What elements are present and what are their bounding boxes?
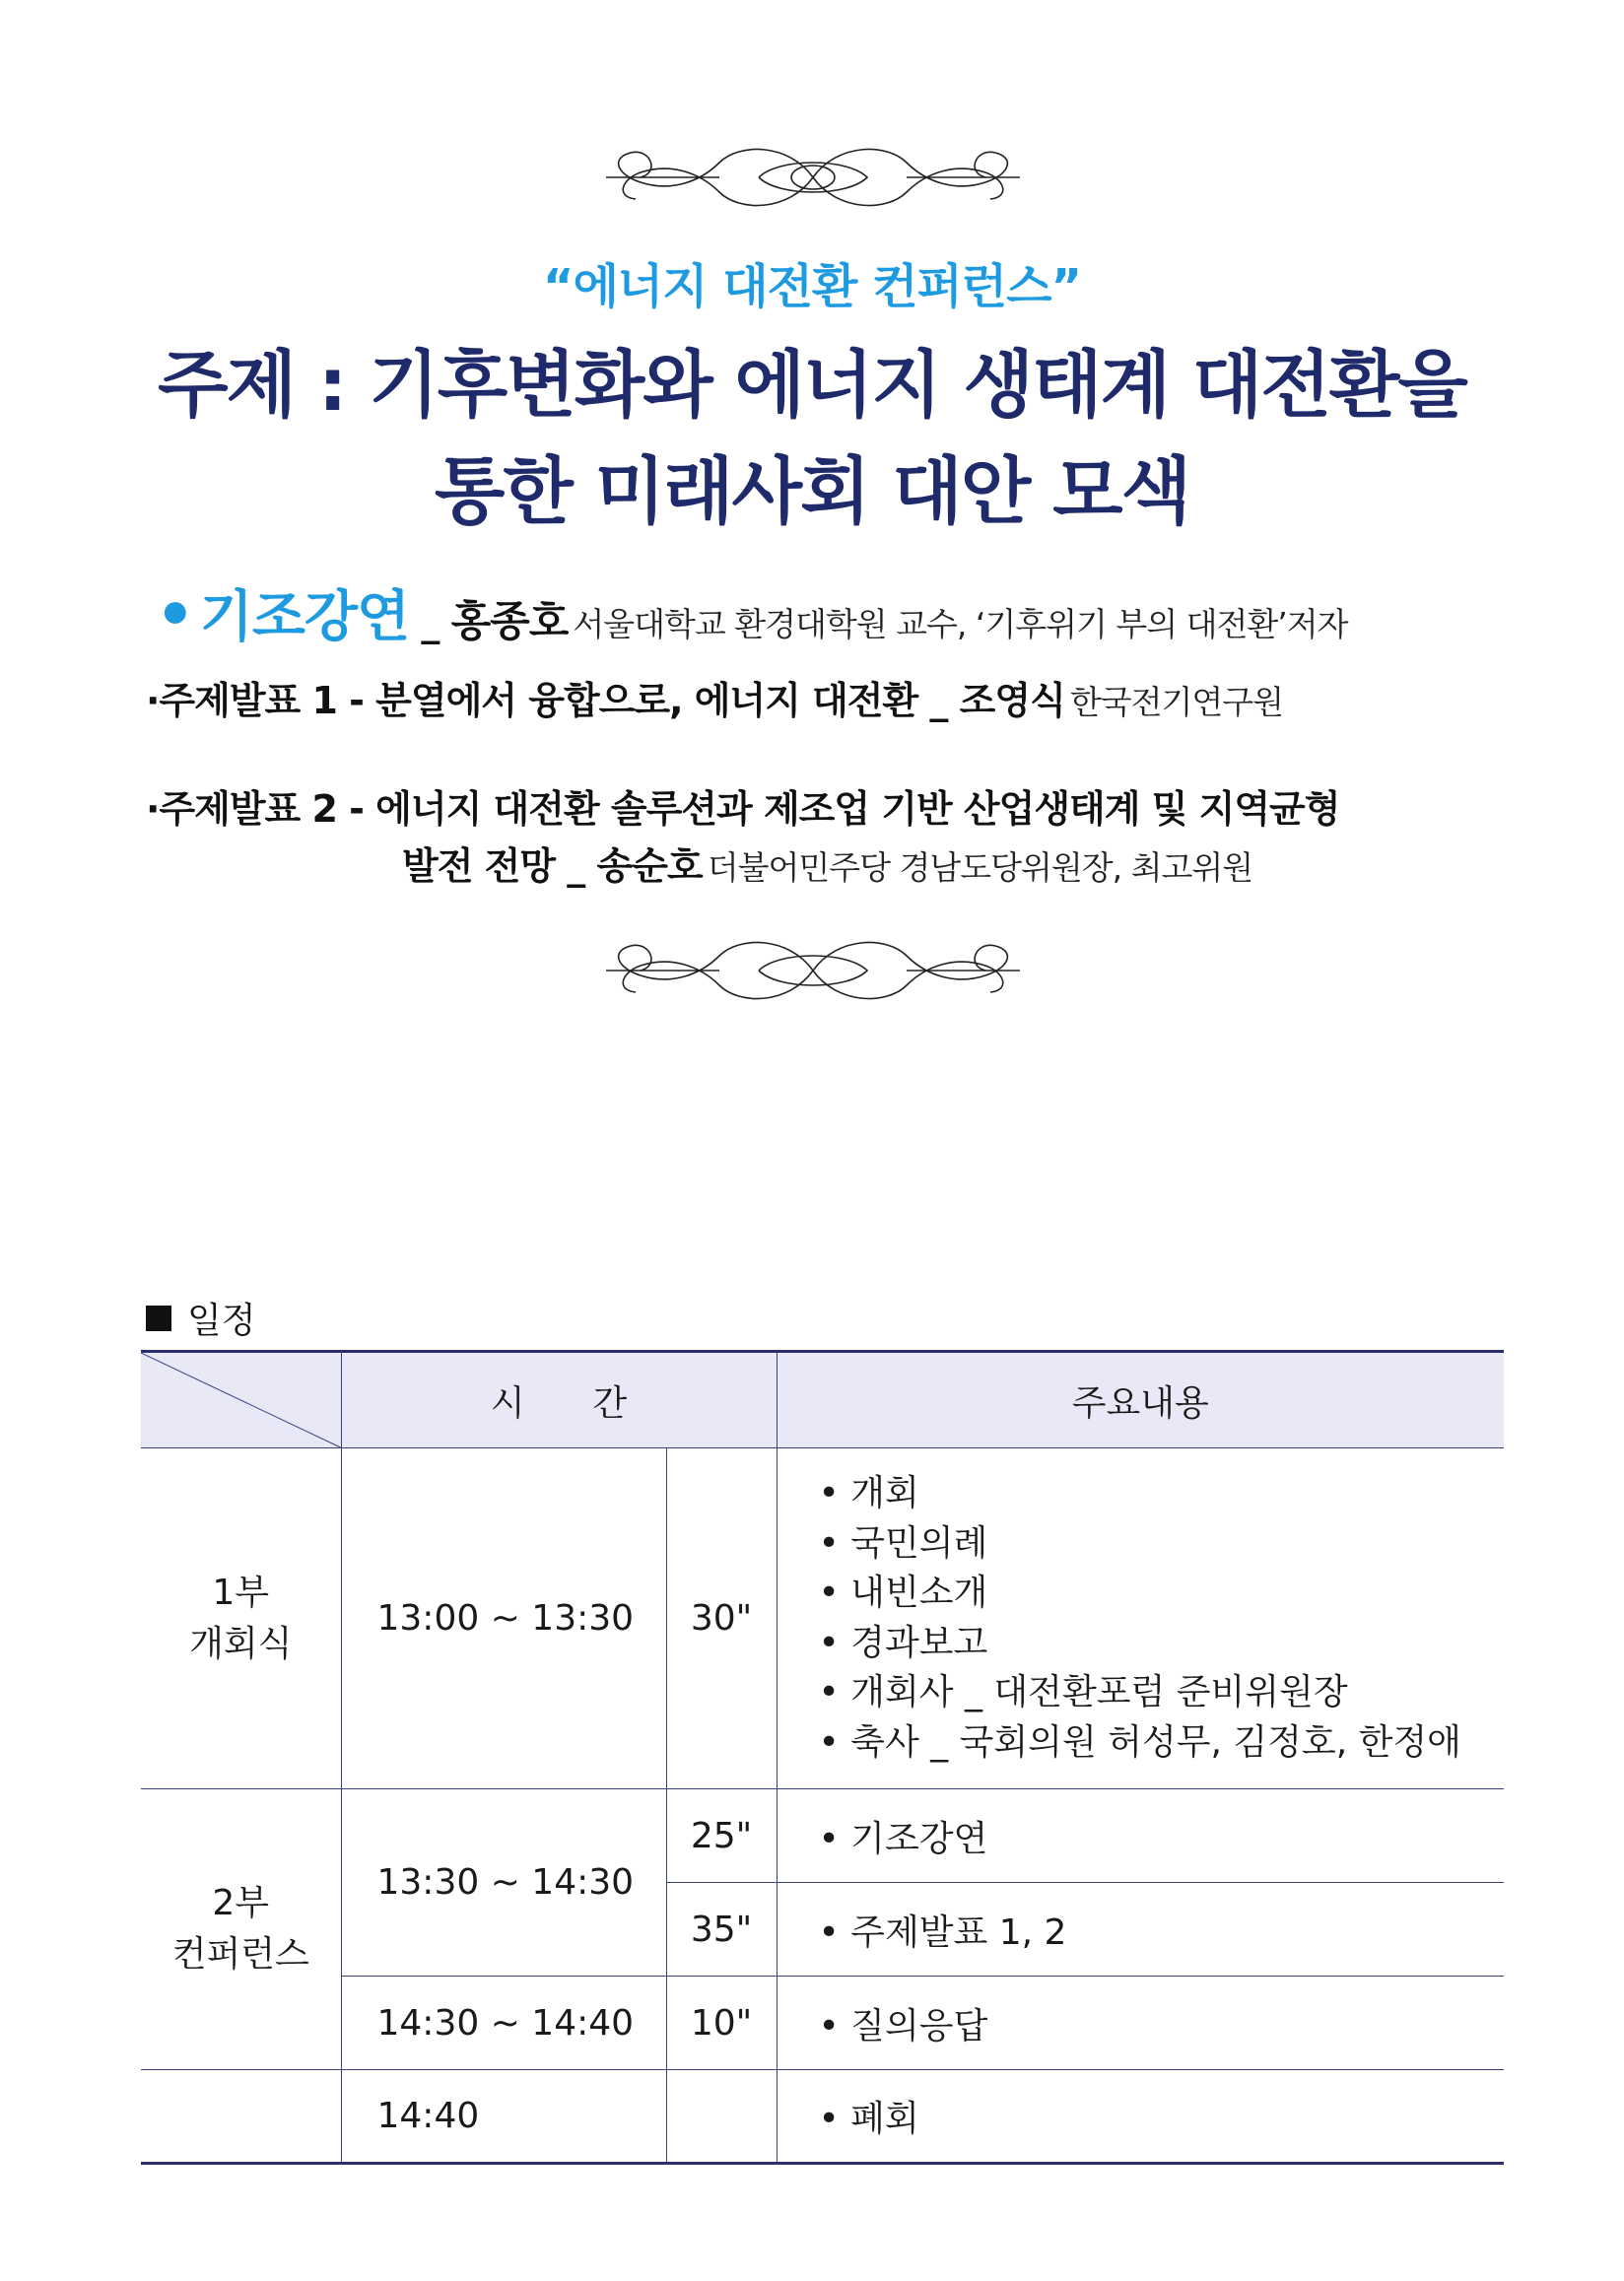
table-row — [141, 1448, 1504, 1789]
close-item: • 폐회 — [777, 2070, 1504, 2164]
talk2-line2 — [402, 836, 1252, 890]
table-row — [141, 1977, 1504, 2070]
list-item: • 경과보고 — [818, 1622, 988, 1663]
part2-cell — [141, 1789, 341, 2070]
title-line-2: 통한 미래사회 대안 모색 — [434, 449, 1190, 534]
part1-items — [777, 1448, 1504, 1789]
part1-cell — [141, 1448, 341, 1789]
talk2-heading: ·주제발표 2 - 에너지 대전환 솔루션과 제조업 기반 산업생태계 및 지역균형 — [146, 787, 1340, 831]
square-bullet-icon — [146, 1306, 171, 1331]
part2-duration-b: 35" — [666, 1883, 777, 1977]
part1-time: 13:00 ~ 13:30 — [341, 1448, 666, 1789]
talk2-heading-cont: 발전 전망 _ 송순호 — [402, 844, 703, 888]
header-time: 시 간 — [341, 1352, 777, 1448]
table-row — [141, 1789, 1504, 1883]
close-time: 14:40 — [341, 2070, 666, 2164]
part2-item-a: • 기조강연 — [777, 1789, 1504, 1883]
qa-duration: 10" — [666, 1977, 777, 2070]
header-content: 주요내용 — [777, 1352, 1504, 1448]
top-ornament — [601, 138, 1025, 217]
part2-item-b: • 주제발표 1, 2 — [777, 1883, 1504, 1977]
qa-item: • 질의응답 — [777, 1977, 1504, 2070]
list-item: • 국민의례 — [818, 1522, 988, 1564]
diagonal-line-icon — [141, 1353, 341, 1447]
part1-duration: 30" — [666, 1448, 777, 1789]
bottom-ornament — [601, 931, 1025, 1010]
keynote-line — [156, 573, 1348, 652]
close-part-cell — [141, 2070, 341, 2164]
keynote-bullet: • — [156, 578, 195, 650]
part2-label: 2부 — [212, 1883, 270, 1923]
part2-duration-a: 25" — [666, 1789, 777, 1883]
talk1-line — [146, 670, 1283, 724]
schedule-table — [141, 1350, 1504, 2165]
keynote-desc: 서울대학교 환경대학원 교수, ‘기후위기 부의 대전환’저자 — [573, 605, 1348, 643]
talk2-desc: 더불어민주당 경남도당위원장, 최고위원 — [707, 848, 1253, 887]
conference-subtitle: “에너지 대전환 컨퍼런스” — [542, 259, 1082, 314]
list-item: • 축사 _ 국회의원 허성무, 김정호, 한정애 — [818, 1721, 1461, 1763]
close-duration — [666, 2070, 777, 2164]
part1-name: 개회식 — [189, 1623, 293, 1664]
list-item: • 내빈소개 — [818, 1573, 988, 1613]
talk1-desc: 한국전기연구원 — [1069, 683, 1284, 721]
table-row — [141, 2070, 1504, 2164]
schedule-heading — [146, 1293, 256, 1343]
schedule-heading-text: 일정 — [187, 1301, 256, 1341]
title-line-1: 주제 : 기후변화와 에너지 생태계 대전환을 — [158, 343, 1466, 428]
keynote-speaker: 홍종호 — [450, 597, 569, 645]
part2-time: 13:30 ~ 14:30 — [341, 1789, 666, 1977]
table-header-row — [141, 1352, 1504, 1448]
keynote-sep: _ — [409, 601, 451, 644]
header-corner — [141, 1352, 341, 1448]
part2-name: 컨퍼런스 — [171, 1934, 309, 1975]
list-item: • 개회사 _ 대전환포럼 준비위원장 — [818, 1672, 1348, 1712]
part1-label: 1부 — [212, 1572, 270, 1613]
talk2-line1 — [146, 778, 1339, 833]
qa-time: 14:30 ~ 14:40 — [341, 1977, 666, 2070]
keynote-label: 기조강연 — [199, 585, 410, 649]
talk1-heading: ·주제발표 1 - 분열에서 융합으로, 에너지 대전환 _ 조영식 — [146, 679, 1065, 722]
list-item: • 개회 — [818, 1473, 919, 1513]
